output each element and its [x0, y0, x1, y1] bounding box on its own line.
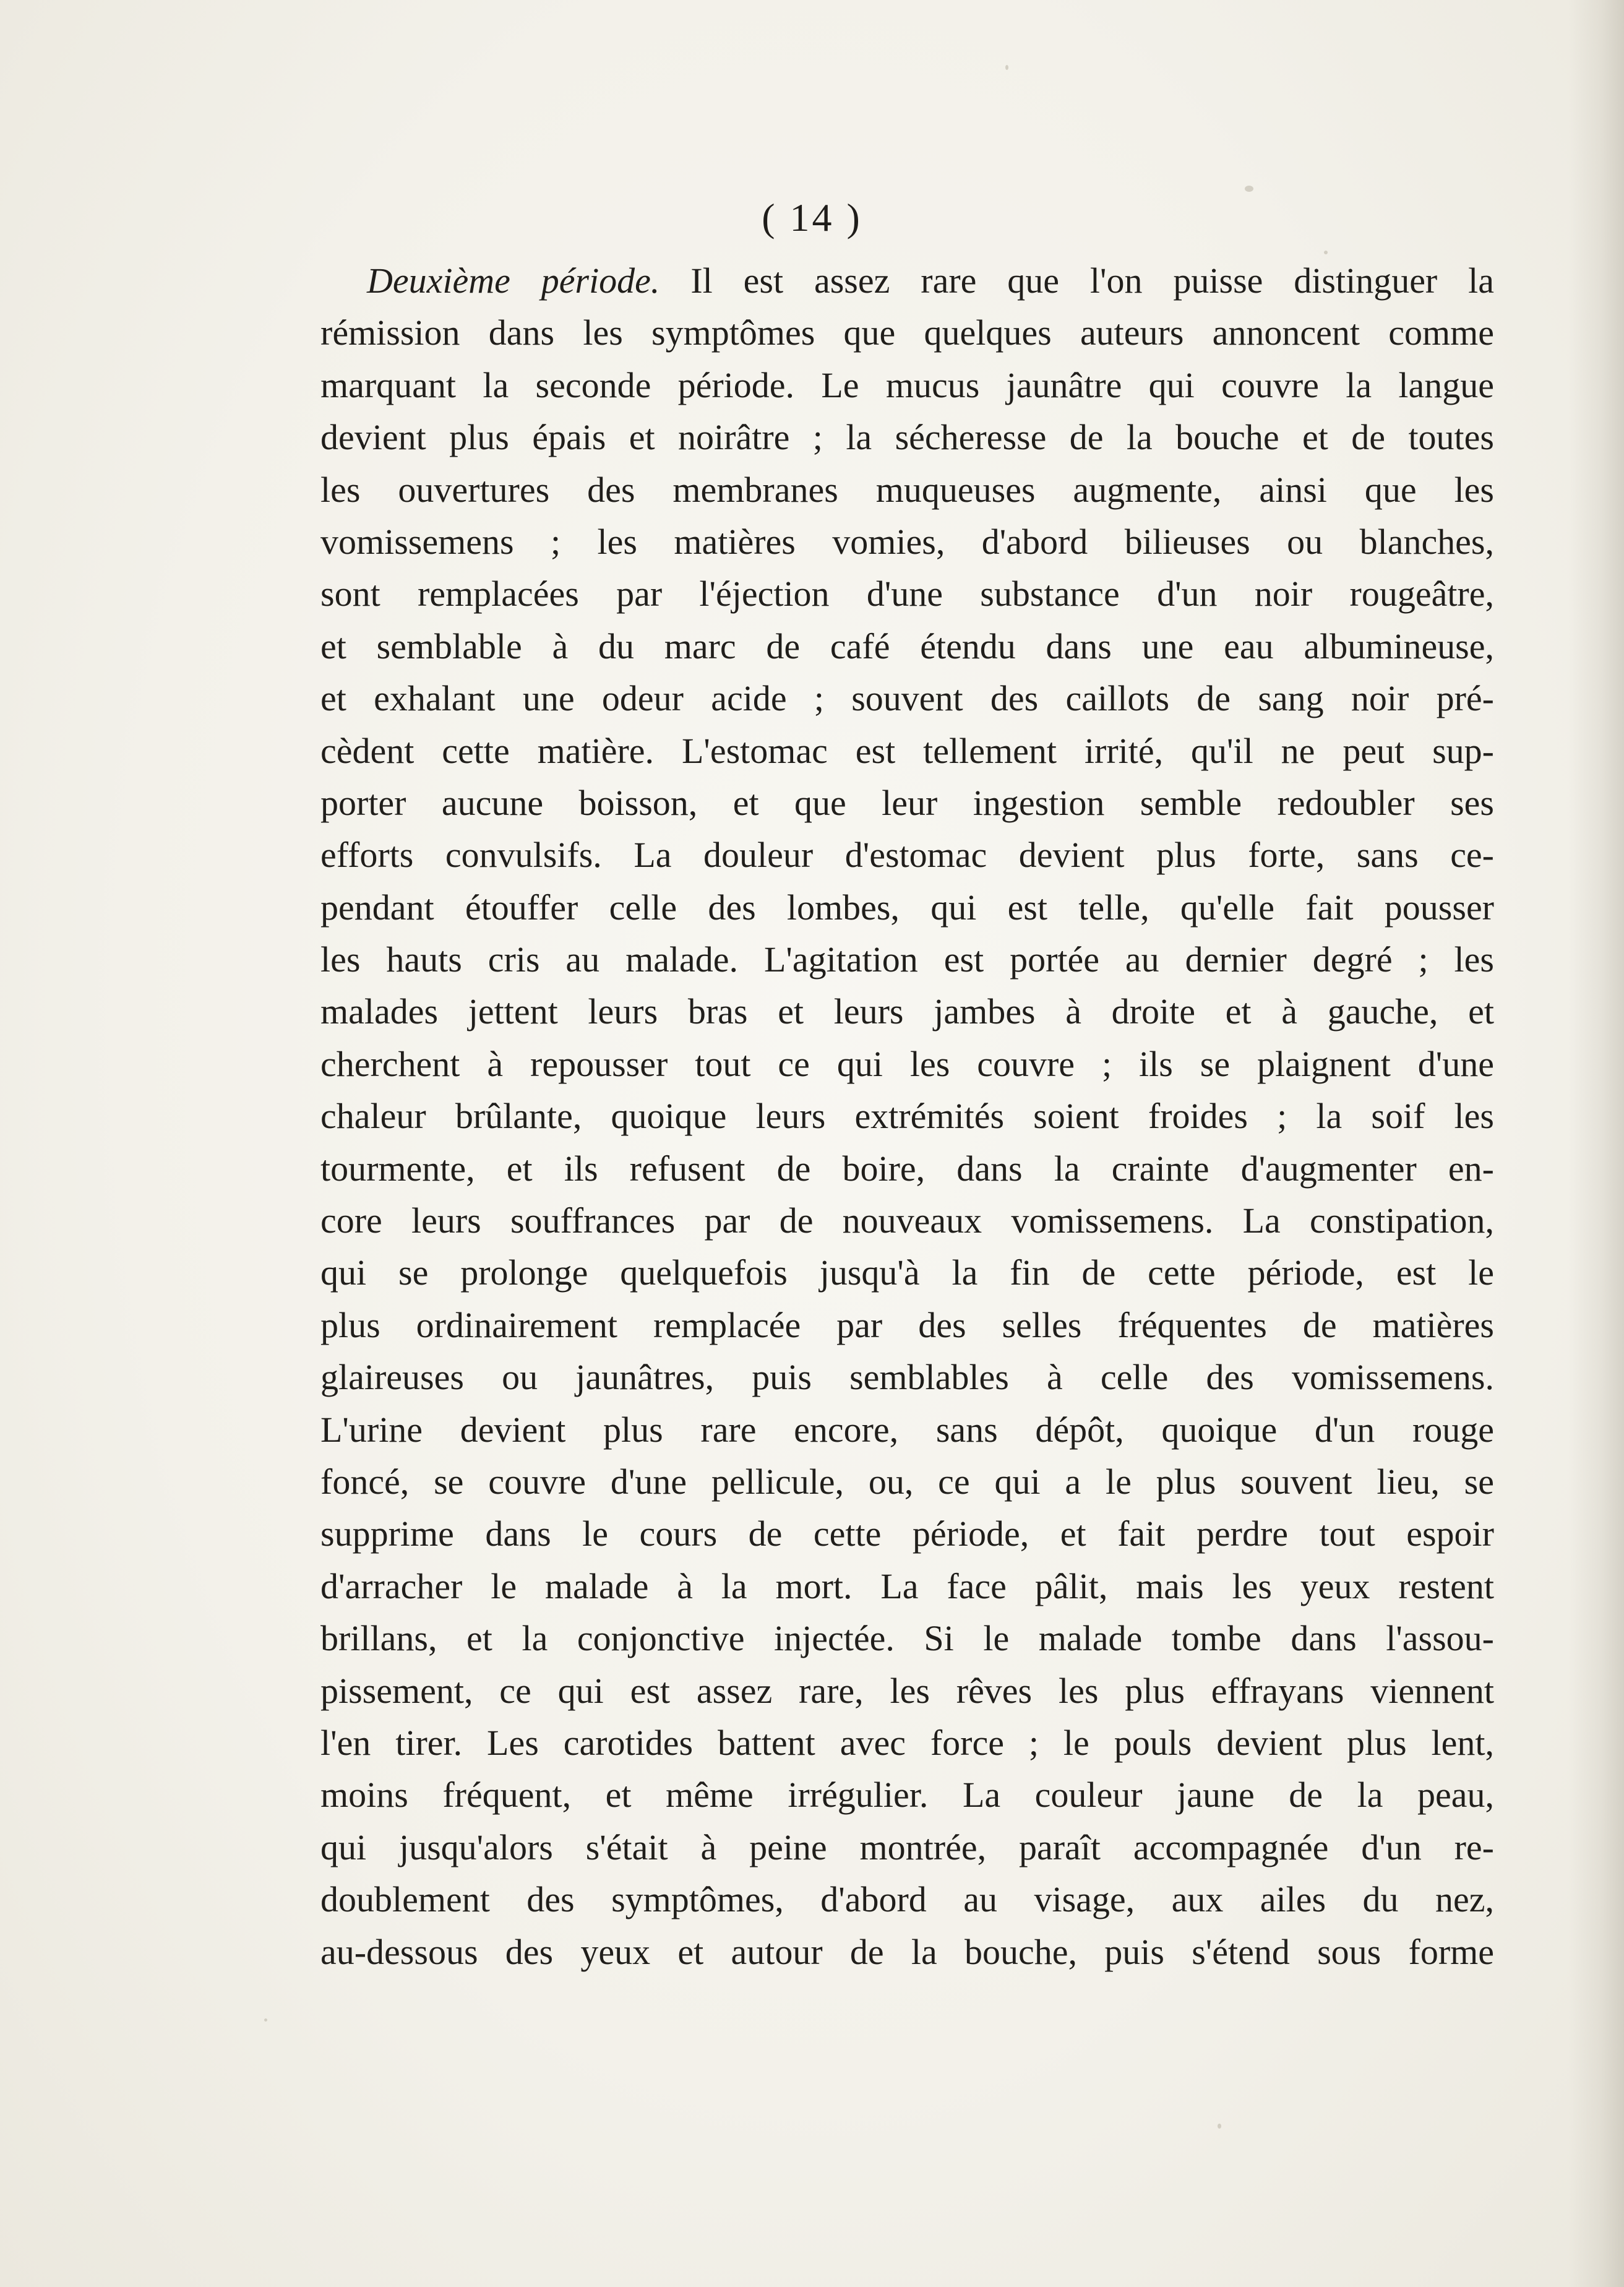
text-line: moins fréquent, et même irrégulier. La couleur jaune de la peau, [320, 1775, 1494, 1815]
section-heading: Deuxième période. [367, 261, 660, 301]
text-line: qui se prolonge quelquefois jusqu'à la fin de cette période, est le [320, 1252, 1494, 1293]
text-line: brillans, et la conjonctive injectée. Si le malade tombe dans l'assou- [320, 1618, 1494, 1659]
text-line: core leurs souffrances par de nouveaux vomissemens. La constipation, [320, 1200, 1494, 1241]
paper-speck [1245, 186, 1253, 192]
text-line: marquant la seconde période. Le mucus jaunâtre qui couvre la langue [320, 364, 1494, 405]
text-line: et semblable à du marc de café étendu dans une eau albumineuse, [320, 626, 1494, 666]
text-line: d'arracher le malade à la mort. La face pâlit, mais les yeux restent [320, 1566, 1494, 1606]
paper-speck [1324, 251, 1328, 254]
text-line: au-dessous des yeux et autour de la bouche, puis s'étend sous forme [320, 1931, 1494, 1972]
text-line [320, 255, 1494, 307]
paper-speck [1005, 65, 1008, 70]
text-line: cherchent à repousser tout ce qui les couvre ; ils se plaignent d'une [320, 1043, 1494, 1084]
text-line: L'urine devient plus rare encore, sans dépôt, quoique d'un rouge [320, 1409, 1494, 1450]
text-line: pissement, ce qui est assez rare, les rêves les plus effrayans viennent [320, 1670, 1494, 1711]
text-line: les hauts cris au malade. L'agitation est portée au dernier degré ; les [320, 939, 1494, 980]
text-line: porter aucune boisson, et que leur ingestion semble redoubler ses [320, 782, 1494, 823]
text-line: malades jettent leurs bras et leurs jambes à droite et à gauche, et [320, 991, 1494, 1032]
text-line: vomissemens ; les matières vomies, d'abord bilieuses ou blanches, [320, 521, 1494, 562]
page-number: ( 14 ) [762, 196, 862, 239]
text-line: les ouvertures des membranes muqueuses augmente, ainsi que les [320, 469, 1494, 510]
body-text [320, 255, 1494, 1978]
text-line: glaireuses ou jaunâtres, puis semblables à celle des vomissemens. [320, 1357, 1494, 1398]
text-line: supprime dans le cours de cette période, et fait perdre tout espoir [320, 1514, 1494, 1554]
paper-speck [264, 2018, 267, 2022]
text-line: et exhalant une odeur acide ; souvent des caillots de sang noir pré- [320, 678, 1494, 719]
text-line: pendant étouffer celle des lombes, qui est telle, qu'elle fait pousser [320, 887, 1494, 928]
text-line: devient plus épais et noirâtre ; la sécheresse de la bouche et de toutes [320, 417, 1494, 458]
text-line: foncé, se couvre d'une pellicule, ou, ce qui a le plus souvent lieu, se [320, 1461, 1494, 1502]
text-line: cèdent cette matière. L'estomac est tellement irrité, qu'il ne peut sup- [320, 730, 1494, 771]
text-line: tourmente, et ils refusent de boire, dans la crainte d'augmenter en- [320, 1148, 1494, 1189]
text-line: doublement des symptômes, d'abord au visage, aux ailes du nez, [320, 1879, 1494, 1920]
text-line: sont remplacées par l'éjection d'une substance d'un noir rougeâtre, [320, 574, 1494, 614]
page-edge-shadow [1568, 0, 1624, 2287]
paper-speck [1218, 2124, 1221, 2129]
text-line: plus ordinairement remplacée par des selles fréquentes de matières [320, 1304, 1494, 1345]
text-line-rest: Il est assez rare que l'on puisse distinguer la [659, 261, 1494, 301]
text-line: rémission dans les symptômes que quelques auteurs annoncent comme [320, 312, 1494, 353]
text-line: qui jusqu'alors s'était à peine montrée, paraît accompagnée d'un re- [320, 1827, 1494, 1867]
text-line: chaleur brûlante, quoique leurs extrémités soient froides ; la soif les [320, 1096, 1494, 1137]
text-line: l'en tirer. Les carotides battent avec force ; le pouls devient plus lent, [320, 1722, 1494, 1763]
text-line: efforts convulsifs. La douleur d'estomac devient plus forte, sans ce- [320, 835, 1494, 876]
